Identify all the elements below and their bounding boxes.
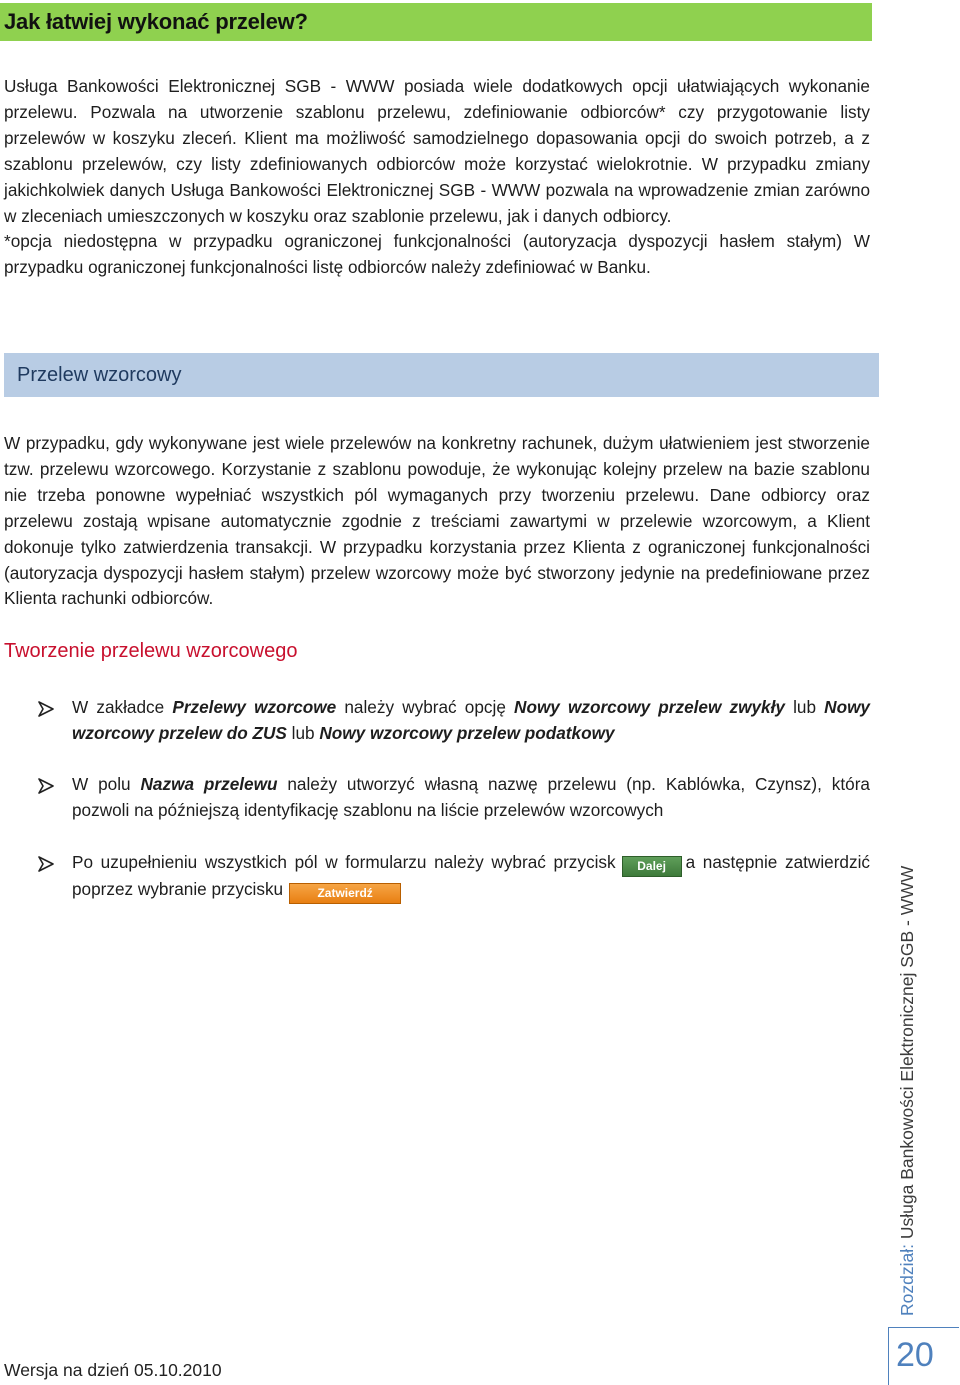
- page-title: Jak łatwiej wykonać przelew?: [4, 9, 308, 34]
- arrow-bullet-icon: [37, 856, 55, 872]
- section-title: Przelew wzorcowy: [17, 363, 182, 386]
- subsection-title: Tworzenie przelewu wzorcowego: [4, 640, 298, 662]
- intro-paragraph: Usługa Bankowości Elektronicznej SGB - WWW posiada wiele dodatkowych opcji ułatwiających wykonanie przelewu. Pozwala na utworzenie szablonu przelewu, zdefiniowanie odbiorców* czy przygotowanie listy przelewów w koszyku zleceń. Klient ma możliwość samodzielnego dopasowania opcji do swoich potrzeb, a z szablonu przelewów, czy listy zdefiniowanych odbiorców może korzystać wielokrotnie. W przypadku zmiany jakichkolwiek danych Usługa Bankowości Elektronicznej SGB - WWW pozwala na wprowadzenie zmian zarówno w zleceniach umieszczonych w koszyku oraz szablonie przelewu, jak i danych odbiorcy.: [4, 76, 870, 226]
- list-item-text: W zakładce Przelewy wzorcowe należy wybrać opcję Nowy wzorcowy przelew zwykły lub Nowy wzorcowy przelew do ZUS lub Nowy wzorcowy przelew podatkowy: [72, 697, 870, 743]
- intro-block: [4, 74, 870, 281]
- list-item: [37, 695, 870, 747]
- page-number-rule: [888, 1327, 959, 1328]
- list-item-text: W polu Nazwa przelewu należy utworzyć własną nazwę przelewu (np. Kablówka, Czynsz), która pozwoli na późniejszą identyfikację szablonu na liście przelewów wzorcowych: [72, 774, 870, 820]
- arrow-bullet-icon: [37, 701, 55, 717]
- intro-footnote: *opcja niedostępna w przypadku ograniczonej funkcjonalności (autoryzacja dyspozycji hasłem stałym) W przypadku ograniczonej funkcjonalności listę odbiorców należy zdefiniować w Banku.: [4, 231, 870, 278]
- list-item: [37, 850, 870, 904]
- chapter-name: Usługa Bankowości Elektronicznej SGB - WWW: [897, 865, 917, 1240]
- list-item-text: Po uzupełnieniu wszystkich pól w formularzu należy wybrać przycisk Dalej a następnie zatwierdzić poprzez wybranie przycisku Zatwierdź: [72, 850, 870, 904]
- arrow-bullet-icon: [37, 778, 55, 794]
- list-item: [37, 772, 870, 824]
- page-header: [0, 3, 872, 41]
- confirm-button[interactable]: Zatwierdź: [289, 883, 401, 904]
- next-button[interactable]: Dalej: [622, 856, 682, 877]
- chapter-sidebar: [897, 866, 918, 1316]
- chapter-label: Rozdział:: [897, 1244, 917, 1316]
- section-paragraph: W przypadku, gdy wykonywane jest wiele przelewów na konkretny rachunek, dużym ułatwieniem jest stworzenie tzw. przelewu wzorcowego. Korzystanie z szablonu powoduje, że wykonując kolejny przelew na bazie szablonu nie trzeba ponowne wypełniać wszystkich pól wymaganych przy tworzeniu przelewu. Dane odbiorcy oraz przelewu zostają wpisane automatycznie zgodnie z treściami zawartymi w przelewie wzorcowym, a Klient dokonuje tylko zatwierdzenia transakcji. W przypadku korzystania przez Klienta z ograniczonej funkcjonalności (autoryzacja dyspozycji hasłem stałym) przelew wzorcowy może być stworzony jedynie na predefiniowane przez Klienta rachunki odbiorców.: [4, 433, 870, 609]
- footer-version: Wersja na dzień 05.10.2010: [4, 1360, 222, 1380]
- section-heading-band: [4, 353, 879, 397]
- page-number: 20: [896, 1336, 934, 1374]
- page-number-divider: [888, 1327, 889, 1385]
